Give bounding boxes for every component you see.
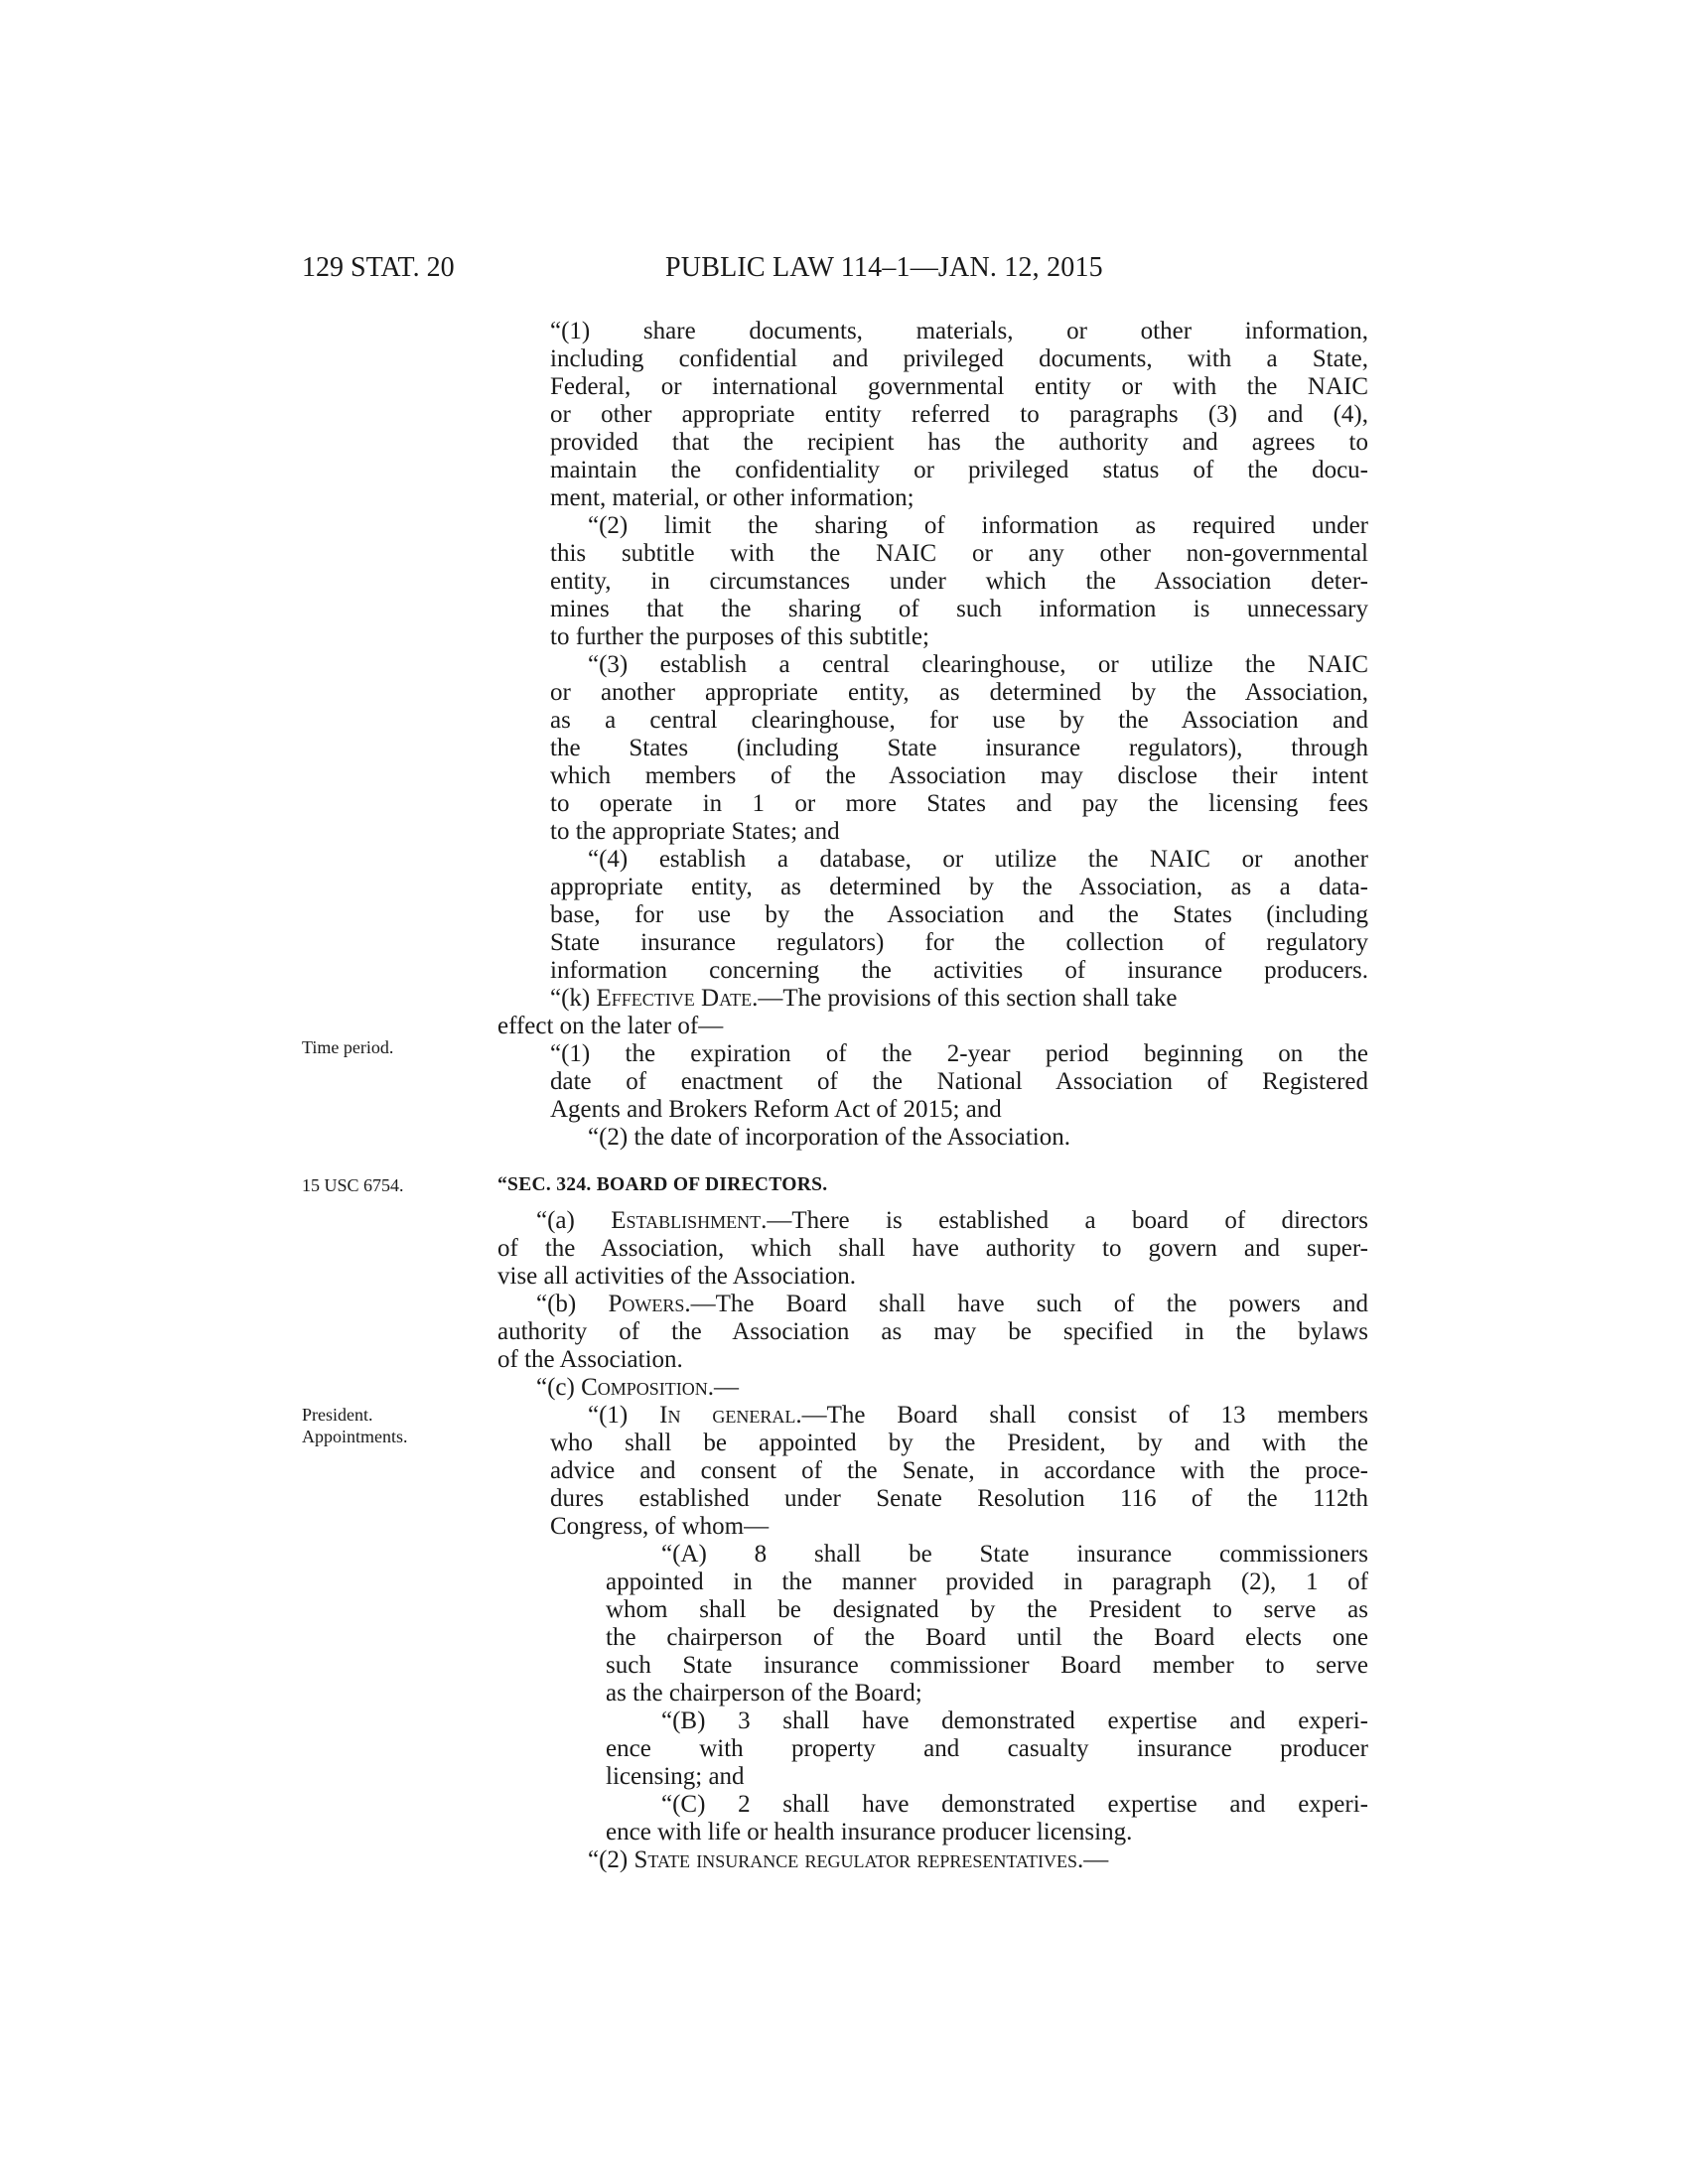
text-line: to further the purposes of this subtitle; — [550, 623, 929, 650]
stat-page-number: 129 STAT. 20 — [302, 252, 455, 283]
text-line: State insurance regulators) for the collection of regulatory — [550, 929, 1368, 956]
text-line: provided that the recipient has the authority and agrees to — [550, 429, 1368, 456]
text-line: the States (including State insurance regulators), through — [550, 735, 1368, 761]
text-line: “(4) establish a database, or utilize the NAIC or another — [588, 846, 1368, 873]
subsection-heading: Effective Date — [596, 985, 753, 1012]
running-title: PUBLIC LAW 114–1—JAN. 12, 2015 — [665, 252, 1103, 283]
text-line: mines that the sharing of such information is unnecessary — [550, 596, 1368, 622]
text-line: maintain the confidentiality or privileged status of the docu- — [550, 457, 1368, 483]
text-line: to the appropriate States; and — [550, 818, 840, 845]
margin-note-time-period: Time period. — [302, 1037, 394, 1057]
text-line: “(a) Establishment.—There is established a board of directors — [536, 1207, 1368, 1234]
text-line: information concerning the activities of insurance producers. — [550, 957, 1368, 984]
text-line: to operate in 1 or more States and pay the licensing fees — [550, 790, 1368, 817]
text-line: dures established under Senate Resolution 116 of the 112th — [550, 1485, 1368, 1512]
text-line: including confidential and privileged documents, with a State, — [550, 345, 1368, 372]
section-heading: “SEC. 324. BOARD OF DIRECTORS. — [497, 1174, 828, 1195]
subsection-heading: Establishment — [611, 1207, 762, 1234]
text-line: “(1) the expiration of the 2-year period beginning on the — [550, 1040, 1368, 1067]
text-line: “(2) limit the sharing of information as required under — [588, 512, 1368, 539]
text-line: base, for use by the Association and the States (including — [550, 901, 1368, 928]
text-line: effect on the later of— — [497, 1013, 724, 1039]
text-line: whom shall be designated by the President to serve as — [606, 1596, 1368, 1623]
paragraph-heading: State insurance regulator representatives — [633, 1846, 1077, 1873]
text-line: advice and consent of the Senate, in accordance with the proce- — [550, 1457, 1368, 1484]
text-line: licensing; and — [606, 1763, 745, 1790]
margin-note-president: President. — [302, 1405, 373, 1425]
text-line: “(1) share documents, materials, or other information, — [550, 318, 1368, 344]
subsection-heading: Powers — [608, 1291, 685, 1317]
text-line: as a central clearinghouse, for use by the Association and — [550, 707, 1368, 734]
text-line: the chairperson of the Board until the Board elects one — [606, 1624, 1368, 1651]
text-line: of the Association. — [497, 1346, 683, 1373]
text-line: vise all activities of the Association. — [497, 1263, 857, 1290]
text-line: or another appropriate entity, as determined by the Association, — [550, 679, 1368, 706]
subsection-heading: Composition — [581, 1374, 708, 1401]
text-line: “(c) Composition.— — [536, 1374, 740, 1401]
text-line: Congress, of whom— — [550, 1513, 770, 1540]
text-line: “(1) In general.—The Board shall consist of 13 members — [588, 1402, 1369, 1429]
text-line: appointed in the manner provided in paragraph (2), 1 of — [606, 1569, 1368, 1595]
text-line: ment, material, or other information; — [550, 484, 914, 511]
text-line: entity, in circumstances under which the Association deter- — [550, 568, 1368, 595]
text-line: or other appropriate entity referred to paragraphs (3) and (4), — [550, 401, 1368, 428]
text-line: of the Association, which shall have authority to govern and super- — [497, 1235, 1368, 1262]
text-line: “(C) 2 shall have demonstrated expertise and experi- — [661, 1791, 1368, 1818]
text-line: Federal, or international governmental entity or with the NAIC — [550, 373, 1368, 400]
text-line: “(b) Powers.—The Board shall have such of the powers and — [536, 1291, 1369, 1317]
text-line: “(2) the date of incorporation of the Association. — [588, 1124, 1070, 1151]
text-line: date of enactment of the National Association of Registered — [550, 1068, 1368, 1095]
margin-note-appointments: Appointments. — [302, 1427, 408, 1446]
margin-note-usc: 15 USC 6754. — [302, 1175, 404, 1195]
text-line: ence with life or health insurance producer licensing. — [606, 1819, 1133, 1845]
text-line: Agents and Brokers Reform Act of 2015; and — [550, 1096, 1002, 1123]
text-line: this subtitle with the NAIC or any other non-governmental — [550, 540, 1368, 567]
text-line: “(3) establish a central clearinghouse, or utilize the NAIC — [588, 651, 1368, 678]
text-line: who shall be appointed by the President, by and with the — [550, 1430, 1368, 1456]
text-line: authority of the Association as may be specified in the bylaws — [497, 1318, 1368, 1345]
text-line: “(B) 3 shall have demonstrated expertise and experi- — [661, 1707, 1368, 1734]
text-line: ence with property and casualty insurance producer — [606, 1735, 1368, 1762]
text-line: which members of the Association may disclose their intent — [550, 762, 1368, 789]
text-line: as the chairperson of the Board; — [606, 1680, 922, 1706]
text-line: “(A) 8 shall be State insurance commissioners — [661, 1541, 1368, 1568]
text-line: “(k) Effective Date.—The provisions of this section shall take — [550, 985, 1178, 1012]
text-line: “(2) State insurance regulator representatives.— — [588, 1846, 1109, 1873]
text-line: appropriate entity, as determined by the Association, as a data- — [550, 874, 1368, 900]
paragraph-heading: In general — [659, 1402, 796, 1429]
text-line: such State insurance commissioner Board member to serve — [606, 1652, 1368, 1679]
